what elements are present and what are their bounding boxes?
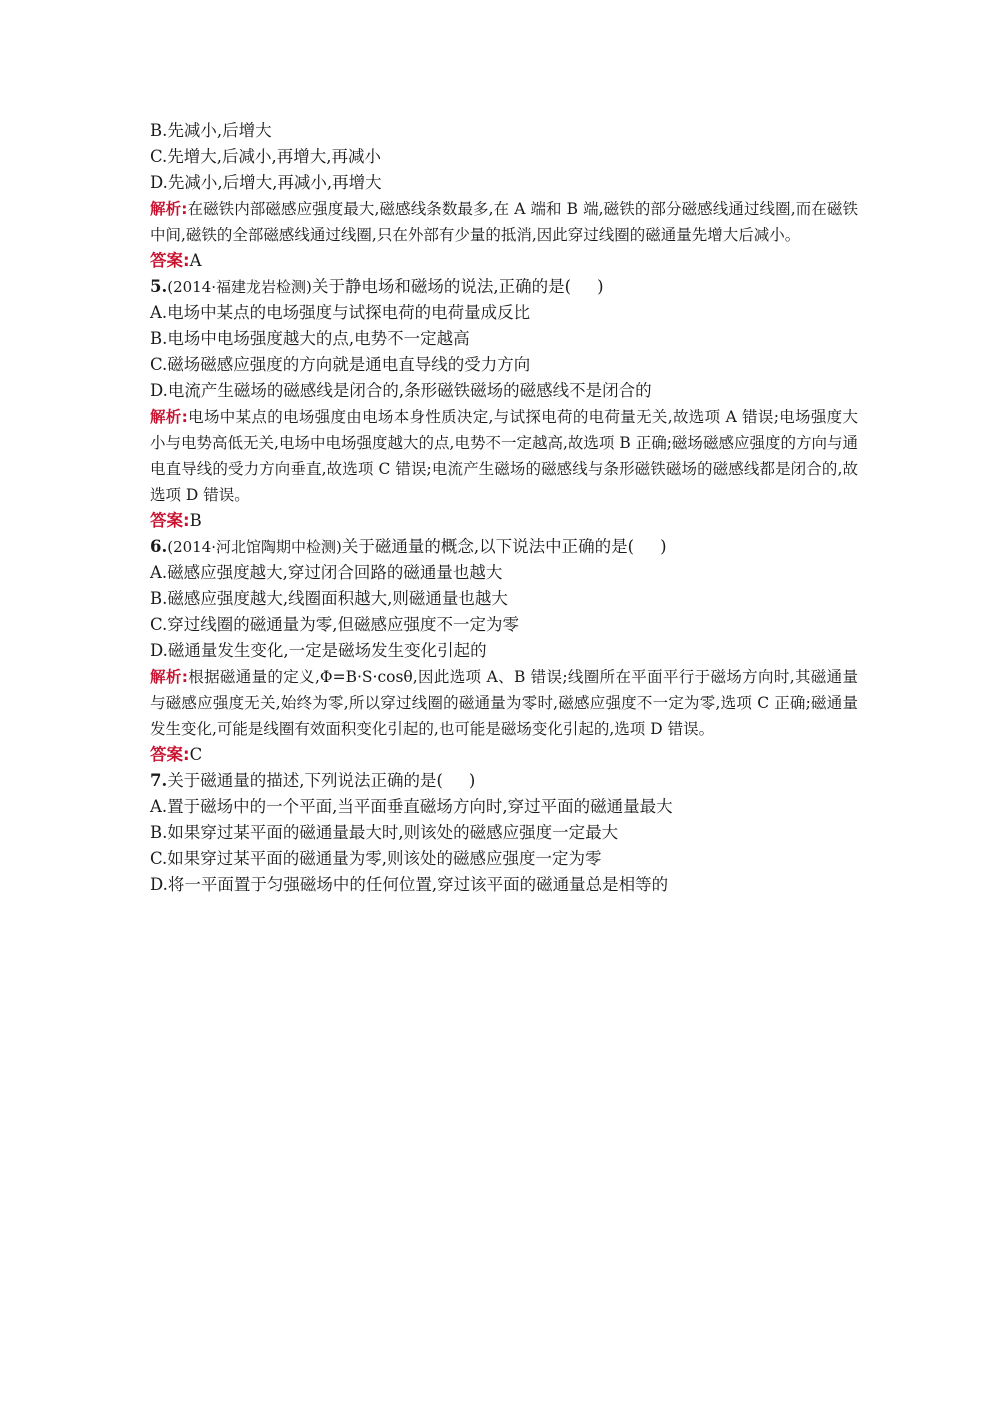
- q7-option-c: C.如果穿过某平面的磁通量为零,则该处的磁感应强度一定为零: [150, 849, 602, 868]
- q7-option-a: A.置于磁场中的一个平面,当平面垂直磁场方向时,穿过平面的磁通量最大: [150, 797, 673, 816]
- q5-stem-text: 关于静电场和磁场的说法,正确的是(: [311, 277, 572, 296]
- q5-stem: 5.(2014·福建龙岩检测)关于静电场和磁场的说法,正确的是( ): [150, 277, 604, 296]
- q4-answer-value: A: [189, 251, 202, 270]
- question-7: [150, 768, 858, 898]
- q5-option-b: B.电场中电场强度越大的点,电势不一定越高: [150, 329, 470, 348]
- q7-option-b: B.如果穿过某平面的磁通量最大时,则该处的磁感应强度一定最大: [150, 823, 619, 842]
- q5-number: 5: [150, 277, 162, 296]
- q6-explanation-text: 根据磁通量的定义,Φ=B·S·cosθ,因此选项 A、B 错误;线圈所在平面平行于磁场方向时,其磁通量与磁感应强度无关,始终为零,所以穿过线圈的磁通量为零时,磁感应强度不一定为零,选项 C 正确;磁通量发生变化,可能是线圈有效面积变化引起的,也可能是磁场变化引起的,选项 D 错误。: [150, 668, 858, 738]
- q7-stem-text: 关于磁通量的描述,下列说法正确的是(: [167, 771, 443, 790]
- q6-number: 6: [150, 537, 162, 556]
- q7-stem-end: ): [468, 771, 476, 790]
- q4-explanation-text: 在磁铁内部磁感应强度最大,磁感线条数最多,在 A 端和 B 端,磁铁的部分磁感线通过线圈,而在磁铁中间,磁铁的全部磁感线通过线圈,只在外部有少量的抵消,因此穿过线圈的磁通量先增大后减小。: [150, 200, 858, 244]
- q5-answer-value: B: [189, 511, 202, 530]
- q5-stem-end: ): [597, 277, 604, 296]
- answer-label: 答案: [150, 745, 183, 764]
- q4-option-d: D.先减小,后增大,再减小,再增大: [150, 173, 382, 192]
- q6-option-a: A.磁感应强度越大,穿过闭合回路的磁通量也越大: [150, 563, 503, 582]
- q6-option-c: C.穿过线圈的磁通量为零,但磁感应强度不一定为零: [150, 615, 520, 634]
- question-6: [150, 534, 858, 768]
- q7-stem: 7.关于磁通量的描述,下列说法正确的是( ): [150, 771, 476, 790]
- q5-option-a: A.电场中某点的电场强度与试探电荷的电荷量成反比: [150, 303, 531, 322]
- q6-explanation: 解析:根据磁通量的定义,Φ=B·S·cosθ,因此选项 A、B 错误;线圈所在平面平行于磁场方向时,其磁通量与磁感应强度无关,始终为零,所以穿过线圈的磁通量为零时,磁感应强度不一定为零,选项 C 正确;磁通量发生变化,可能是线圈有效面积变化引起的,也可能是磁场变化引起的,选项 D 错误。: [150, 668, 858, 738]
- explanation-label: 解析: [150, 668, 182, 686]
- q7-option-d: D.将一平面置于匀强磁场中的任何位置,穿过该平面的磁通量总是相等的: [150, 875, 669, 894]
- document-page: [150, 118, 858, 898]
- q5-option-c: C.磁场磁感应强度的方向就是通电直导线的受力方向: [150, 355, 531, 374]
- q5-explanation-text: 电场中某点的电场强度由电场本身性质决定,与试探电荷的电荷量无关,故选项 A 错误;电场强度大小与电势高低无关,电场中电场强度越大的点,电势不一定越高,故选项 B 正确;磁场磁感应强度的方向与通电直导线的受力方向垂直,故选项 C 错误;电流产生磁场的磁感线与条形磁铁磁场的磁感线都是闭合的,故选项 D 错误。: [150, 408, 858, 504]
- q6-answer: 答案:C: [150, 745, 203, 764]
- answer-label: 答案: [150, 251, 183, 270]
- q6-stem: 6.(2014·河北馆陶期中检测)关于磁通量的概念,以下说法中正确的是( ): [150, 537, 667, 556]
- question-4: [150, 118, 858, 274]
- q5-answer: 答案:B: [150, 511, 202, 530]
- explanation-label: 解析: [150, 408, 182, 426]
- explanation-label: 解析: [150, 200, 182, 218]
- q5-explanation: 解析:电场中某点的电场强度由电场本身性质决定,与试探电荷的电荷量无关,故选项 A 错误;电场强度大小与电势高低无关,电场中电场强度越大的点,电势不一定越高,故选项 B 正确;磁场磁感应强度的方向与通电直导线的受力方向垂直,故选项 C 错误;电流产生磁场的磁感线与条形磁铁磁场的磁感线都是闭合的,故选项 D 错误。: [150, 408, 858, 504]
- q6-option-b: B.磁感应强度越大,线圈面积越大,则磁通量也越大: [150, 589, 508, 608]
- q5-source: (2014·福建龙岩检测): [167, 278, 312, 296]
- q5-option-d: D.电流产生磁场的磁感线是闭合的,条形磁铁磁场的磁感线不是闭合的: [150, 381, 652, 400]
- q6-option-d: D.磁通量发生变化,一定是磁场发生变化引起的: [150, 641, 487, 660]
- q4-explanation: 解析:在磁铁内部磁感应强度最大,磁感线条数最多,在 A 端和 B 端,磁铁的部分磁感线通过线圈,而在磁铁中间,磁铁的全部磁感线通过线圈,只在外部有少量的抵消,因此穿过线圈的磁通量先增大后减小。: [150, 200, 858, 244]
- q6-source: (2014·河北馆陶期中检测): [167, 538, 342, 556]
- q4-option-c: C.先增大,后减小,再增大,再减小: [150, 147, 382, 166]
- q6-answer-value: C: [189, 745, 203, 764]
- q4-answer: 答案:A: [150, 251, 202, 270]
- question-5: [150, 274, 858, 534]
- q6-stem-end: ): [660, 537, 667, 556]
- q7-number: 7: [150, 771, 162, 790]
- q4-option-b: B.先减小,后增大: [150, 121, 272, 140]
- answer-label: 答案: [150, 511, 183, 530]
- q6-stem-text: 关于磁通量的概念,以下说法中正确的是(: [341, 537, 635, 556]
